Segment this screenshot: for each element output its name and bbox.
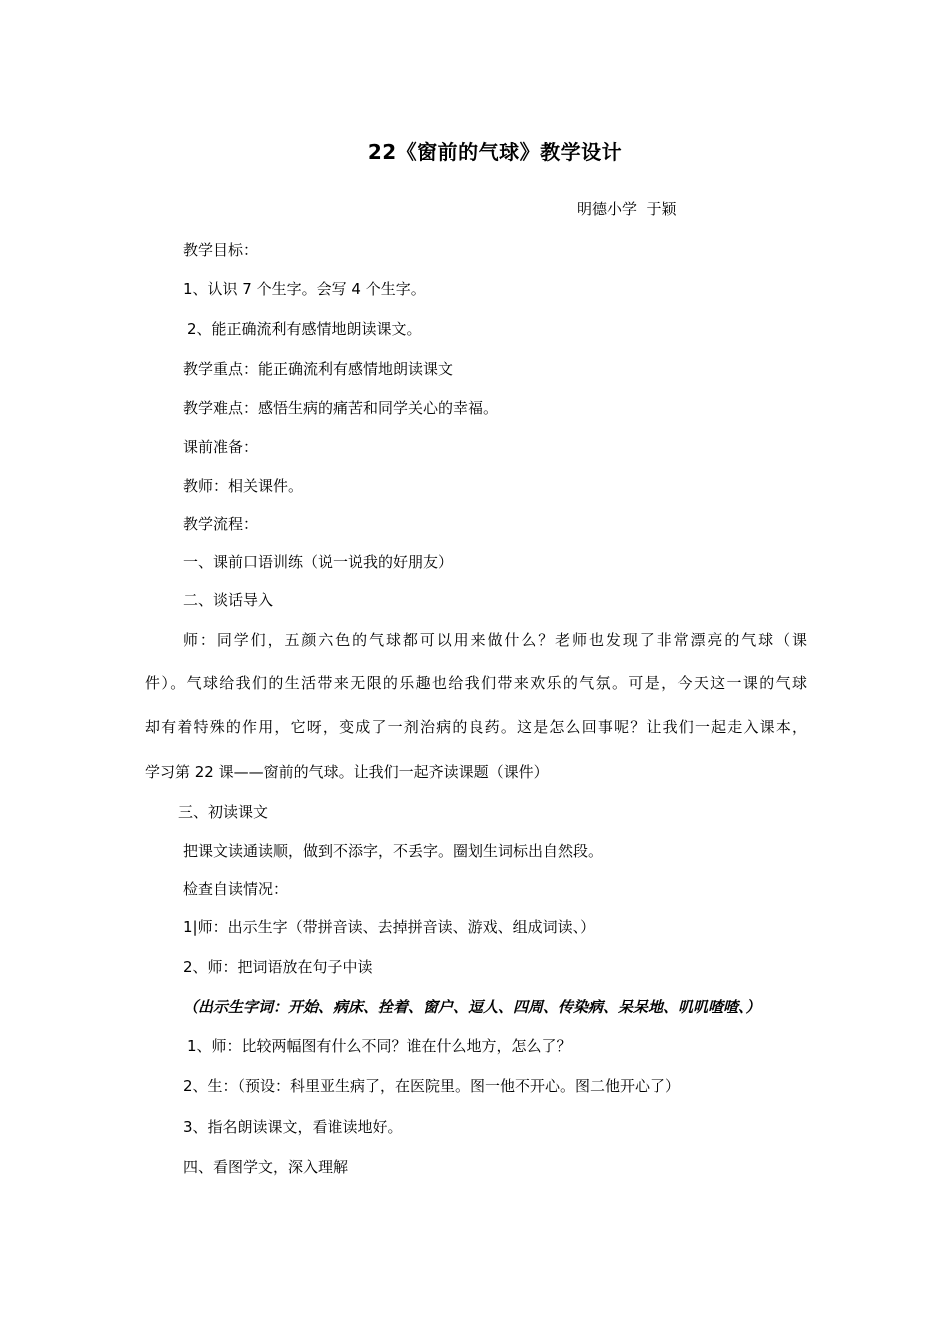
prep-teacher: 教师：相关课件。: [183, 477, 304, 495]
author-line: 明德小学 于颖: [577, 200, 677, 218]
check-2: 2、师：把词语放在句子中读: [183, 958, 373, 976]
question-2: 2、生：（预设：科里亚生病了，在医院里。图一他不开心。图二他开心了）: [183, 1077, 681, 1095]
step-1: 一、课前口语训练（说一说我的好朋友）: [183, 553, 454, 571]
goal-1: 1、认识 7 个生字。会写 4 个生字。: [183, 280, 426, 298]
intro-para-line: 却有着特殊的作用，它呀，变成了一剂治病的良药。这是怎么回事呢？让我们一起走入课本，: [145, 718, 807, 736]
goal-2: 2、能正确流利有感情地朗读课文。: [187, 320, 422, 338]
key-point: 教学重点：能正确流利有感情地朗读课文: [183, 360, 454, 378]
difficulty: 教学难点：感悟生病的痛苦和同学关心的幸福。: [183, 399, 499, 417]
step-2: 二、谈话导入: [183, 591, 274, 609]
flow-heading: 教学流程：: [183, 515, 259, 533]
intro-para-line: 师：同学们，五颜六色的气球都可以用来做什么？老师也发现了非常漂亮的气球（课: [183, 631, 807, 649]
question-1: 1、师：比较两幅图有什么不同？谁在什么地方，怎么了？: [187, 1037, 572, 1055]
intro-para-line: 件）。气球给我们的生活带来无限的乐趣也给我们带来欢乐的气氛。可是，今天这一课的气球: [145, 674, 807, 692]
prep-heading: 课前准备：: [183, 438, 259, 456]
intro-para-line: 学习第 22 课——窗前的气球。让我们一起齐读课题（课件）: [145, 763, 549, 781]
goals-heading: 教学目标：: [183, 241, 259, 259]
step-3: 三、初读课文: [178, 803, 269, 821]
step-4: 四、看图学文，深入理解: [183, 1158, 349, 1176]
check-1: 1|师：出示生字（带拼音读、去掉拼音读、游戏、组成词读、）: [183, 918, 596, 936]
read-task: 把课文读通读顺，做到不添字，不丢字。圈划生词标出自然段。: [183, 842, 604, 860]
check-heading: 检查自读情况：: [183, 880, 289, 898]
vocab-words-line: （出示生字词：开始、病床、拴着、窗户、逗人、四周、传染病、呆呆地、叽叽喳喳、）: [183, 998, 761, 1016]
page-title: 22《窗前的气球》教学设计: [367, 140, 623, 164]
question-3: 3、指名朗读课文，看谁读地好。: [183, 1118, 403, 1136]
